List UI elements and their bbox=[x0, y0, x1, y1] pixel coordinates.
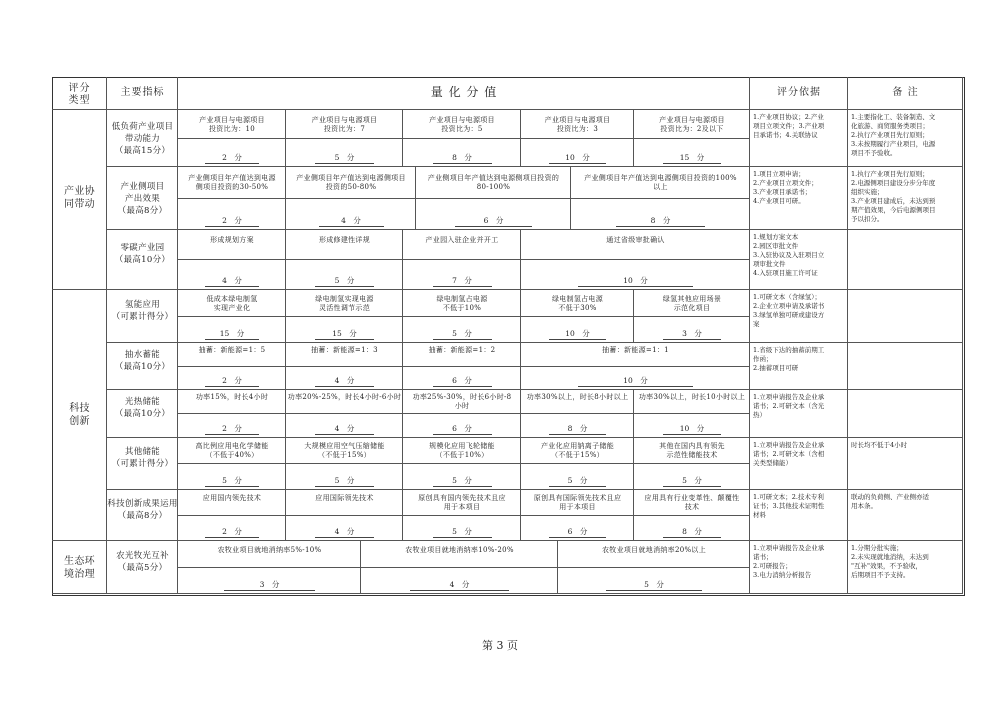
score-value: 4 分 bbox=[205, 276, 259, 287]
option-text: 形成修建性详规 bbox=[318, 236, 371, 244]
page-number: 第 3 页 bbox=[482, 639, 518, 652]
note-text: 1.主要指化工、装备制造、文 化旅游、商贸服务类项目； 2.执行产业项目先行原则； 3.未按期履行产业项目，电源 项目不予验收。 bbox=[851, 113, 936, 157]
score-value: 10 分 bbox=[578, 276, 693, 287]
score-value: 5 分 bbox=[433, 476, 492, 487]
score-value: 6 分 bbox=[455, 216, 533, 227]
option-text: 功率20%-25%，时长4小时-6小时 bbox=[287, 393, 402, 401]
option-text: 产业项目与电源项目 投资比为：10 bbox=[199, 115, 265, 133]
category-eco: 生态环 境治理 bbox=[64, 556, 95, 580]
option-text: 产业侧项目年产值达到电源侧项目投资的 80-100% bbox=[427, 174, 560, 191]
score-value: 8 分 bbox=[663, 527, 721, 538]
basis-text: 1.可研文本（含绿氢）； 2.企业立项申请及承诺书 3.绿氢单独可研或建设方 案 bbox=[753, 293, 825, 328]
option-text: 规模化应用飞轮储能 （不低于10%） bbox=[429, 442, 495, 459]
score-value: 4 分 bbox=[410, 580, 509, 591]
score-value: 5 分 bbox=[315, 153, 374, 164]
basis-text: 1.可研文本；2.技术专利 证书；3.其他技术证明性 材料 bbox=[753, 493, 825, 519]
indicator-label: 零碳产业园 （最高10分） bbox=[114, 243, 171, 265]
basis-text: 1.立项申请报告及企业承 诺书；2.可研文本（含光 热） bbox=[753, 393, 825, 419]
option-text: 抽蓄：新能源=1：1 bbox=[602, 346, 669, 354]
score-value: 10 分 bbox=[549, 153, 606, 164]
option-text: 产业项目与电源项目 投资比为：7 bbox=[311, 115, 378, 133]
note-text: 1.分期分批实施； 2.未实现就地消纳，未达到 "互补"效果，不予验收， 后期项目不予支持。 bbox=[851, 544, 929, 579]
score-value: 6 分 bbox=[433, 424, 492, 435]
score-value: 3 分 bbox=[663, 329, 721, 340]
option-text: 绿氢其他应用场景 示范化项目 bbox=[662, 294, 722, 312]
indicator-label: 低负荷产业项目 带动能力 （最高15分） bbox=[111, 121, 174, 156]
score-value: 2 分 bbox=[205, 216, 259, 227]
score-value: 4 分 bbox=[315, 424, 374, 435]
option-text: 抽蓄：新能源=1：3 bbox=[311, 346, 378, 354]
note-cell bbox=[848, 390, 963, 438]
option-text: 农牧业项目就地消纳率5%-10% bbox=[217, 545, 322, 554]
indicator-label: 光热储能 （最高10分） bbox=[114, 397, 171, 419]
option-text: 抽蓄：新能源=1：2 bbox=[428, 346, 496, 354]
indicator-label: 农光牧光互补 （最高5分） bbox=[116, 550, 169, 573]
option-text: 高比例应用电化学储能 （不低于40%） bbox=[195, 442, 269, 459]
score-value: 3 分 bbox=[224, 580, 316, 591]
note-cell bbox=[848, 290, 963, 343]
indicator-label: 科技创新成果运用 （最高8分） bbox=[107, 498, 178, 521]
option-cell bbox=[286, 230, 403, 260]
option-text: 功率30%以上，时长8小时以上 bbox=[526, 393, 629, 401]
basis-text: 1.项目立项申请； 2.产业项目立项文件； 3.产业项目承诺书； 4.产业项目可研。 bbox=[753, 170, 818, 205]
score-value: 5 分 bbox=[549, 476, 606, 487]
score-value: 6 分 bbox=[433, 376, 492, 387]
option-text: 绿电制氢实现电源 灵活性调节示范 bbox=[315, 294, 374, 312]
header-category: 评分 类型 bbox=[68, 83, 91, 106]
score-value: 5 分 bbox=[315, 276, 374, 287]
score-value: 4 分 bbox=[315, 376, 374, 387]
option-text: 应用国际领先技术 bbox=[315, 494, 374, 502]
score-value: 8 分 bbox=[549, 424, 606, 435]
score-value: 8 分 bbox=[433, 153, 492, 164]
score-value: 15 分 bbox=[315, 329, 374, 340]
note-cell bbox=[848, 343, 963, 390]
category-industry: 产业协 同带动 bbox=[64, 186, 95, 210]
option-text: 产业园入驻企业并开工 bbox=[425, 236, 499, 244]
header-value: 量 化 分 值 bbox=[430, 85, 498, 99]
option-text: 通过省级审批确认 bbox=[606, 236, 665, 244]
option-text: 产业侧项目年产值达到电源 侧项目投资的30-50% bbox=[188, 174, 276, 191]
option-text: 绿电制氢占电源 不低于30% bbox=[551, 294, 604, 312]
header-note: 备 注 bbox=[892, 87, 919, 98]
score-value: 7 分 bbox=[433, 276, 492, 287]
option-text: 产业侧项目年产值达到电源侧项目投资的100% 以上 bbox=[584, 174, 737, 191]
option-text: 形成规划方案 bbox=[210, 236, 254, 244]
score-value: 8 分 bbox=[616, 216, 706, 227]
score-value: 5 分 bbox=[205, 476, 259, 487]
category-tech: 科技 创新 bbox=[69, 403, 90, 427]
option-text: 应用国内领先技术 bbox=[202, 494, 262, 502]
score-value: 10 分 bbox=[663, 424, 721, 435]
score-value: 2 分 bbox=[205, 424, 259, 435]
note-cell bbox=[848, 230, 963, 290]
option-text: 大规模应用空气压缩储能 （不低于15%） bbox=[304, 442, 385, 459]
option-text: 产业项目与电源项目 投资比为：5 bbox=[429, 115, 495, 133]
indicator-label: 氢能应用 （可累计得分） bbox=[111, 299, 174, 322]
score-value: 5 分 bbox=[315, 476, 374, 487]
basis-text: 1.立项申请报告及企业承 诺书； 2.可研报告； 3.电力消纳分析报告 bbox=[753, 544, 825, 579]
score-value: 10 分 bbox=[578, 376, 693, 387]
option-text: 产业化应用钠离子储能 （不低于15%） bbox=[541, 442, 614, 459]
option-cell bbox=[178, 230, 286, 260]
score-value: 10 分 bbox=[549, 329, 606, 340]
score-value: 5 分 bbox=[433, 527, 492, 538]
basis-text: 1.立项申请报告及企业承 诺书；2.可研文本（含相 关类型储能） bbox=[753, 441, 825, 467]
option-text: 其他在国内具有领先 示范性储能技术 bbox=[659, 442, 725, 459]
indicator-label: 其他储能 （可累计得分） bbox=[111, 447, 174, 469]
option-text: 产业侧项目年产值达到电源侧项目 投资的50-80% bbox=[296, 174, 406, 191]
option-text: 农牧业项目就地消纳率10%-20% bbox=[405, 545, 514, 554]
header-basis: 评分依据 bbox=[777, 87, 821, 98]
option-text: 功率25%-30%，时长6小时-8 小时 bbox=[412, 393, 512, 410]
header-indicator: 主要指标 bbox=[120, 87, 165, 98]
option-text: 抽蓄：新能源=1：5 bbox=[198, 346, 266, 354]
score-value: 2 分 bbox=[205, 153, 259, 164]
basis-text: 1.产业项目协议；2.产业 项目立项文件；3.产业项 目承诺书；4.关联协议 bbox=[753, 113, 825, 139]
score-value: 6 分 bbox=[549, 527, 606, 538]
option-cell bbox=[403, 230, 521, 260]
score-value: 5 分 bbox=[433, 329, 492, 340]
score-value: 2 分 bbox=[205, 376, 259, 387]
indicator-label: 产业侧项目 产出效果 （最高8分） bbox=[117, 181, 168, 216]
option-text: 农牧业项目就地消纳率20%以上 bbox=[601, 545, 707, 554]
option-text: 原创具有国际领先技术且应 用于本项目 bbox=[533, 494, 622, 511]
score-value: 15 分 bbox=[205, 329, 259, 340]
score-value: 5 分 bbox=[663, 476, 721, 487]
score-value: 4 分 bbox=[319, 216, 384, 227]
option-text: 应用具有行业变革性、颠覆性 技术 bbox=[644, 494, 740, 511]
note-text: 联动的负荷侧、产业侧亦适 用本条。 bbox=[851, 493, 929, 510]
indicator-label: 抽水蓄能 （最高10分） bbox=[114, 349, 171, 372]
option-cell bbox=[521, 230, 750, 260]
note-text: 1.执行产业项目先行原则； 2.电源侧项目建设分步分年度 组织实施； 3.产业项目建成后，未达到预 期产值效果，今后电源侧项目 予以扣分。 bbox=[851, 170, 936, 223]
score-value: 15 分 bbox=[663, 153, 721, 164]
score-value: 4 分 bbox=[315, 527, 374, 538]
score-value: 5 分 bbox=[606, 580, 702, 591]
option-text: 功率15%，时长4小时 bbox=[195, 393, 269, 401]
option-text: 低成本绿电制氢 实现产业化 bbox=[206, 294, 258, 312]
option-text: 原创具有国内领先技术且应 用于本项目 bbox=[418, 494, 506, 511]
option-text: 绿电制氢占电源 不低于10% bbox=[436, 294, 488, 312]
note-text: 时长均不低于4小时 bbox=[851, 441, 908, 449]
basis-text: 1.规划方案文本 2.园区审批文件 3.入驻协议及入驻项目立 项审批文件 4.入驻项目施工许可证 bbox=[753, 233, 825, 277]
option-text: 产业项目与电源项目 投资比为：3 bbox=[544, 115, 611, 133]
basis-text: 1.省级下达的抽蓄前期工 作函； 2.抽蓄项目可研 bbox=[753, 346, 825, 372]
score-value: 2 分 bbox=[205, 527, 259, 538]
option-text: 产业项目与电源项目 投资比为：2及以下 bbox=[659, 115, 725, 133]
option-text: 功率30%以上，时长10小时以上 bbox=[638, 393, 746, 401]
